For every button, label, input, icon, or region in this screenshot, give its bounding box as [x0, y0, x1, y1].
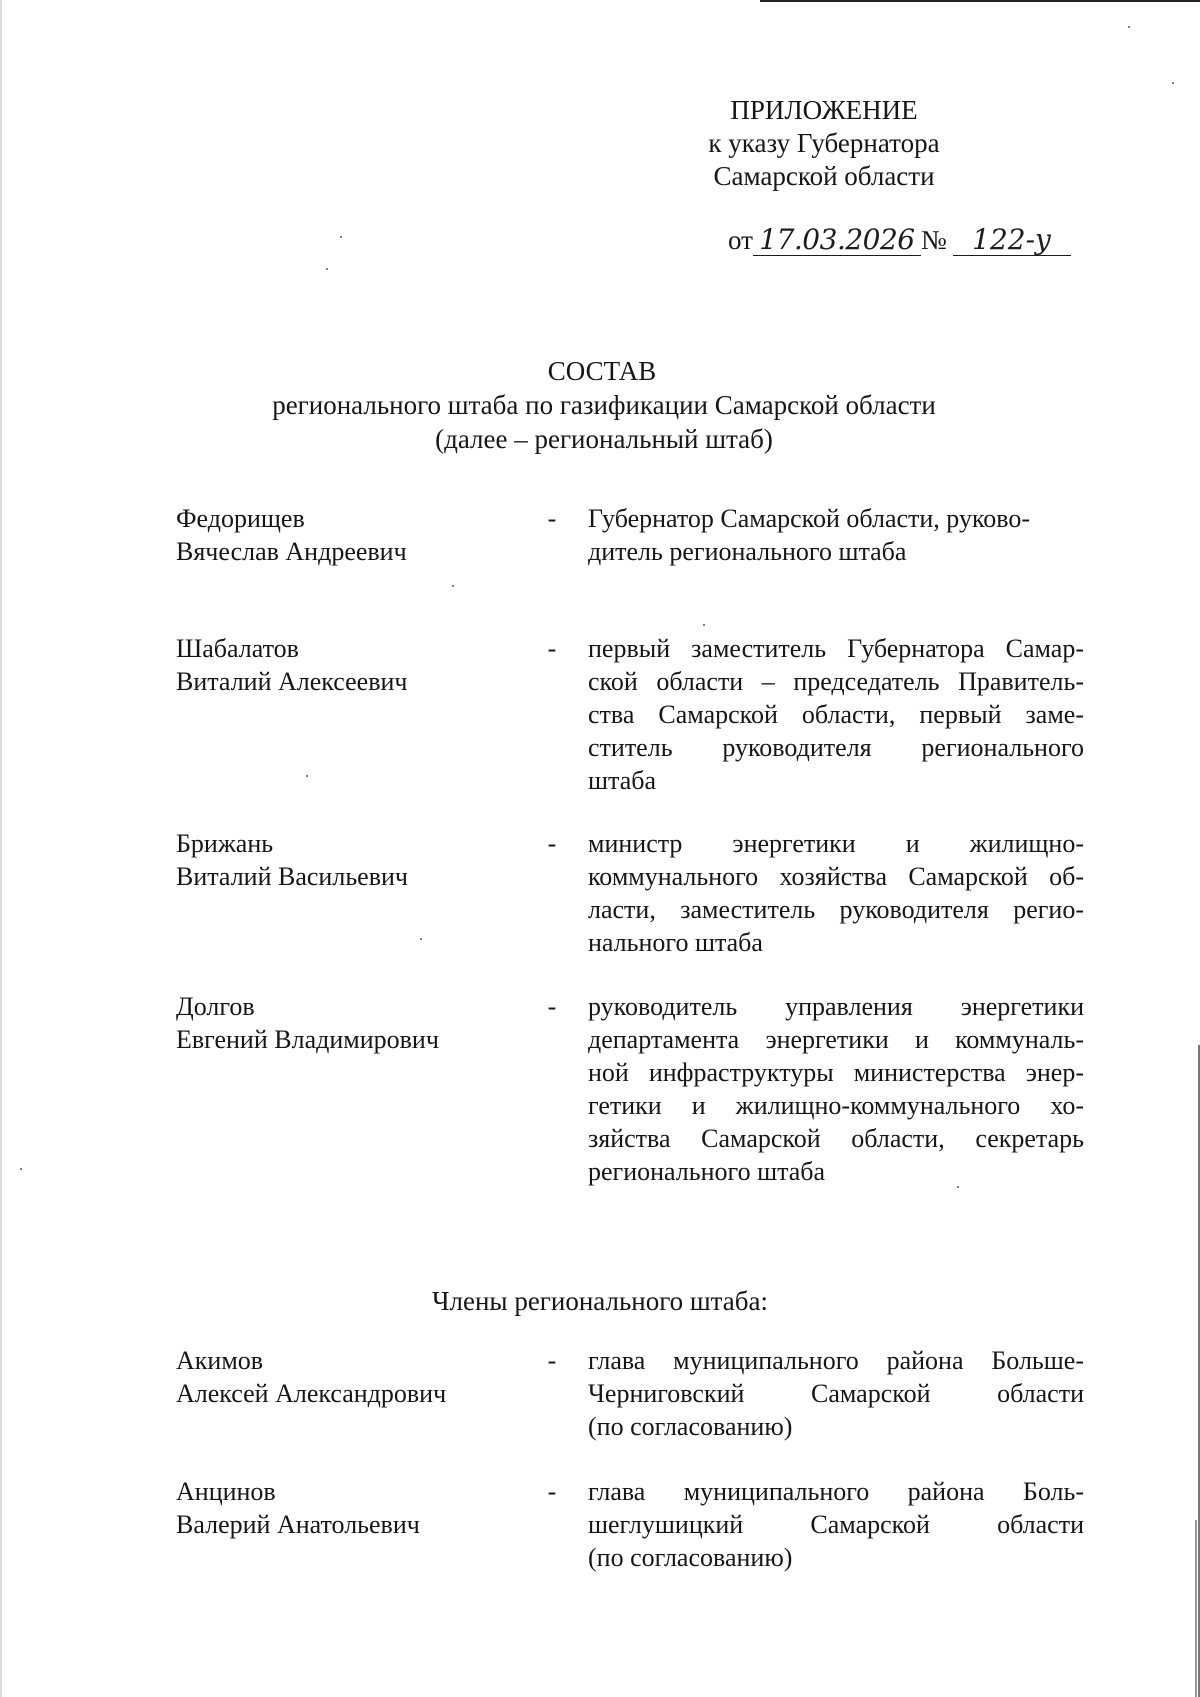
- member-given-names: Виталий Алексеевич: [176, 667, 408, 696]
- role-line: глава муниципального района Боль-: [588, 1477, 1084, 1506]
- decree-date-number: [728, 222, 1071, 258]
- dash-separator: -: [547, 634, 557, 663]
- member-role: [588, 990, 1084, 1188]
- member-name: [176, 990, 536, 1056]
- member-given-names: Евгений Владимирович: [176, 1025, 439, 1054]
- role-line: ной инфраструктуры министерства энер-: [588, 1058, 1084, 1087]
- appendix-region: Самарской области: [713, 161, 935, 191]
- role-line: первый заместитель Губернатора Самар-: [588, 634, 1084, 663]
- role-line: гетики и жилищно-коммунального хо-: [588, 1091, 1084, 1120]
- role-line: ской области – председатель Правитель-: [588, 667, 1084, 696]
- dash-separator: -: [547, 504, 557, 533]
- member-name: [176, 1475, 536, 1541]
- member-role: [588, 632, 1084, 797]
- role-line: нального штаба: [588, 928, 763, 957]
- member-surname: Долгов: [176, 992, 255, 1021]
- role-line: регионального штаба: [588, 1157, 826, 1186]
- role-line: ства Самарской области, первый заме-: [588, 700, 1084, 729]
- role-line: ститель руководителя регионального: [588, 733, 1084, 762]
- role-line: руководитель управления энергетики: [588, 992, 1084, 1021]
- role-line: Губернатор Самарской области, руково-: [588, 504, 1031, 533]
- dash-separator: -: [547, 829, 557, 858]
- title-note: (далее – региональный штаб): [435, 424, 773, 454]
- scan-speck: [1128, 26, 1130, 28]
- role-line: коммунального хозяйства Самарской об-: [588, 862, 1084, 891]
- member-given-names: Валерий Анатольевич: [176, 1510, 420, 1539]
- role-line: шеглушицкий Самарской области: [588, 1510, 1084, 1539]
- title-subtitle: регионального штаба по газификации Самарской области: [272, 390, 936, 420]
- member-name: [176, 1344, 536, 1410]
- member-surname: Шабалатов: [176, 634, 299, 663]
- role-line: (по согласованию): [588, 1543, 793, 1572]
- member-name: [176, 827, 536, 893]
- dash-separator: -: [547, 992, 557, 1021]
- number-prefix: №: [920, 225, 947, 255]
- scan-speck: [703, 624, 705, 626]
- scan-speck: [20, 1168, 22, 1170]
- appendix-decree-ref: к указу Губернатора: [708, 128, 940, 158]
- role-line: Черниговский Самарской области: [588, 1379, 1084, 1408]
- role-line: дитель регионального штаба: [588, 537, 907, 566]
- role-line: департамента энергетики и коммуналь-: [588, 1025, 1084, 1054]
- dash-separator: -: [547, 1477, 557, 1506]
- member-given-names: Алексей Александрович: [176, 1379, 447, 1408]
- role-line: зяйства Самарской области, секретарь: [588, 1124, 1084, 1153]
- member-surname: Анцинов: [176, 1477, 276, 1506]
- member-given-names: Вячеслав Андреевич: [176, 537, 407, 566]
- appendix-block: [644, 94, 1004, 193]
- scan-speck: [306, 775, 308, 777]
- member-surname: Федорищев: [176, 504, 305, 533]
- title-main: СОСТАВ: [547, 356, 657, 386]
- handwritten-date: 17.03.2026: [753, 225, 921, 256]
- role-line: министр энергетики и жилищно-: [588, 829, 1084, 858]
- member-role: [588, 827, 1084, 959]
- scan-speck: [326, 268, 328, 270]
- member-surname: Брижань: [176, 829, 274, 858]
- scan-speck: [340, 236, 342, 238]
- scan-edge-top: [760, 0, 1200, 2]
- scan-speck: [452, 585, 454, 587]
- scan-speck: [1172, 82, 1174, 84]
- appendix-title: ПРИЛОЖЕНИЕ: [730, 95, 918, 125]
- member-surname: Акимов: [176, 1346, 264, 1375]
- document-title: [0, 354, 1200, 456]
- date-prefix: от: [728, 225, 753, 255]
- scan-edge-left: [0, 0, 2, 1697]
- member-role: [588, 1344, 1084, 1443]
- role-line: ласти, заместитель руководителя регио-: [588, 895, 1084, 924]
- members-heading: Члены регионального штаба:: [431, 1286, 769, 1316]
- member-name: [176, 502, 536, 568]
- handwritten-number: 122-у: [953, 225, 1071, 256]
- role-line: штаба: [588, 766, 657, 795]
- member-role: [588, 1475, 1084, 1574]
- role-line: глава муниципального района Больше-: [588, 1346, 1084, 1375]
- member-name: [176, 632, 536, 698]
- scan-edge-right-lower: [1195, 1520, 1197, 1697]
- scan-speck: [420, 938, 422, 940]
- member-given-names: Виталий Васильевич: [176, 862, 408, 891]
- dash-separator: -: [547, 1346, 557, 1375]
- member-role: [588, 502, 1084, 568]
- role-line: (по согласованию): [588, 1412, 793, 1441]
